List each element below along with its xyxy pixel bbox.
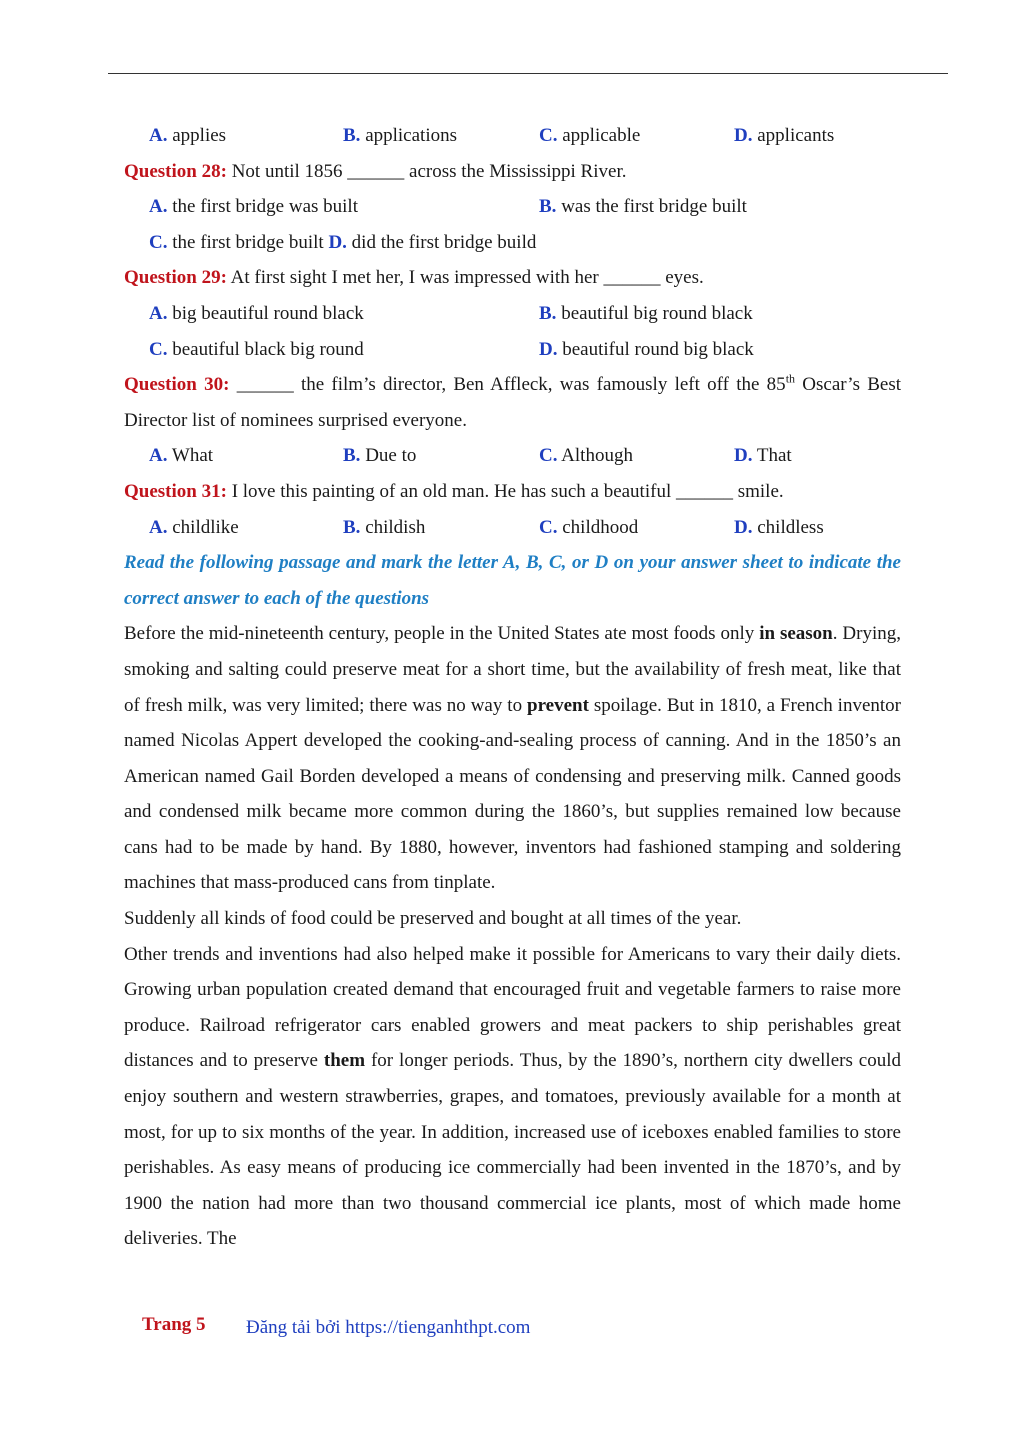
highlight-in-season: in season bbox=[759, 623, 833, 645]
q29-option-c[interactable]: C. beautiful black big round bbox=[149, 338, 364, 360]
q28-option-c[interactable]: C. the first bridge built bbox=[149, 231, 329, 253]
passage-paragraph-2: Suddenly all kinds of food could be preserved and bought at all times of the year. bbox=[124, 908, 742, 930]
q29-stem bbox=[124, 260, 901, 296]
header-rule bbox=[108, 73, 948, 74]
q31-options bbox=[124, 510, 901, 546]
document-body bbox=[124, 118, 901, 1257]
q30-option-d[interactable]: D. That bbox=[734, 445, 792, 467]
q28-stem bbox=[124, 154, 901, 190]
q30-option-a[interactable]: A. What bbox=[149, 445, 214, 467]
q31-option-a[interactable]: A. childlike bbox=[149, 516, 239, 538]
passage-paragraph-1: Before the mid-nineteenth century, people in the United States ate most foods only in season. Drying, smoking and salting could preserve meat for a short time, but the availability of fresh meat, like that of fresh milk, was very limited; there was no way to prevent spoilage. But in 1810, a French inventor named Nicolas Appert developed the cooking-and-sealing process of canning. And in the 1850’s an American named Gail Borden developed a means of condensing and preserving milk. Canned goods and condensed milk became more common during the 1860’s, but supplies remained low because cans had to be made by hand. By 1880, however, inventors had fashioned stamping and soldering machines that mass-produced cans from tinplate. bbox=[124, 623, 901, 894]
q27-option-a[interactable]: A. applies bbox=[149, 125, 227, 146]
q31-option-c[interactable]: C. childhood bbox=[539, 516, 639, 538]
q29-option-d[interactable]: D. beautiful round big black bbox=[539, 338, 754, 360]
highlight-prevent: prevent bbox=[527, 694, 589, 716]
q27-option-c[interactable]: C. applicable bbox=[539, 125, 641, 146]
q30-options bbox=[124, 438, 901, 474]
q30-label: Question 30: bbox=[124, 374, 230, 396]
q27-option-d[interactable]: D. applicants bbox=[734, 125, 835, 146]
q28-label: Question 28: bbox=[124, 160, 227, 182]
q29-text: At first sight I met her, I was impressed with her ______ eyes. bbox=[226, 267, 704, 289]
q27-options bbox=[124, 118, 901, 154]
footer-site-link[interactable]: Đăng tải bởi https://tienganhthpt.com bbox=[246, 1317, 531, 1338]
q28-text: Not until 1856 ______ across the Mississippi River. bbox=[226, 160, 627, 182]
q29-options-row1 bbox=[124, 296, 901, 332]
q31-option-d[interactable]: D. childless bbox=[734, 516, 824, 538]
q28-option-a[interactable]: A. the first bridge was built bbox=[149, 196, 358, 218]
q31-text: I love this painting of an old man. He has such a beautiful ______ smile. bbox=[226, 480, 784, 502]
q29-option-a[interactable]: A. big beautiful round black bbox=[149, 302, 364, 324]
q31-stem bbox=[124, 474, 901, 510]
q30-option-b[interactable]: B. Due to bbox=[343, 445, 417, 467]
q29-options-row2 bbox=[124, 332, 901, 368]
q31-label: Question 31: bbox=[124, 480, 227, 502]
page-number: Trang 5 bbox=[142, 1314, 206, 1335]
q30-stem: Question 30: ______ the film’s director, Ben Affleck, was famously left off the 85th Oscar’s Best Director list of nominees surprised everyone. bbox=[124, 371, 902, 431]
page-footer bbox=[142, 1314, 531, 1338]
q28-option-b[interactable]: B. was the first bridge built bbox=[539, 196, 747, 218]
passage-paragraph-3: Other trends and inventions had also helped make it possible for Americans to vary their daily diets. Growing urban population created demand that encouraged fruit and vegetable farmers to raise more produce. Railroad refrigerator cars enabled growers and meat packers to ship perishables great distances and to preserve them for longer periods. Thus, by the 1890’s, northern city dwellers could enjoy southern and western strawberries, grapes, and tomatoes, previously available for a month at most, for up to six months of the year. In addition, increased use of iceboxes enabled families to store perishables. As easy means of producing ice commercially had been invented in the 1870’s, and by 1900 the nation had more than two thousand commercial ice plants, most of which made home deliveries. The bbox=[124, 943, 901, 1250]
q28-option-d[interactable]: D. did the first bridge build bbox=[328, 231, 537, 253]
q27-option-b[interactable]: B. applications bbox=[343, 125, 457, 146]
q31-option-b[interactable]: B. childish bbox=[343, 516, 426, 538]
q28-options-row2 bbox=[124, 225, 901, 261]
q29-option-b[interactable]: B. beautiful big round black bbox=[539, 302, 753, 324]
q28-options-row1 bbox=[124, 189, 901, 225]
passage-instruction: Read the following passage and mark the letter A, B, C, or D on your answer sheet to indicate the correct answer to each of the questions bbox=[124, 552, 901, 609]
highlight-them: them bbox=[323, 1050, 366, 1072]
q29-label: Question 29: bbox=[124, 267, 227, 289]
q30-option-c[interactable]: C. Although bbox=[539, 445, 633, 467]
